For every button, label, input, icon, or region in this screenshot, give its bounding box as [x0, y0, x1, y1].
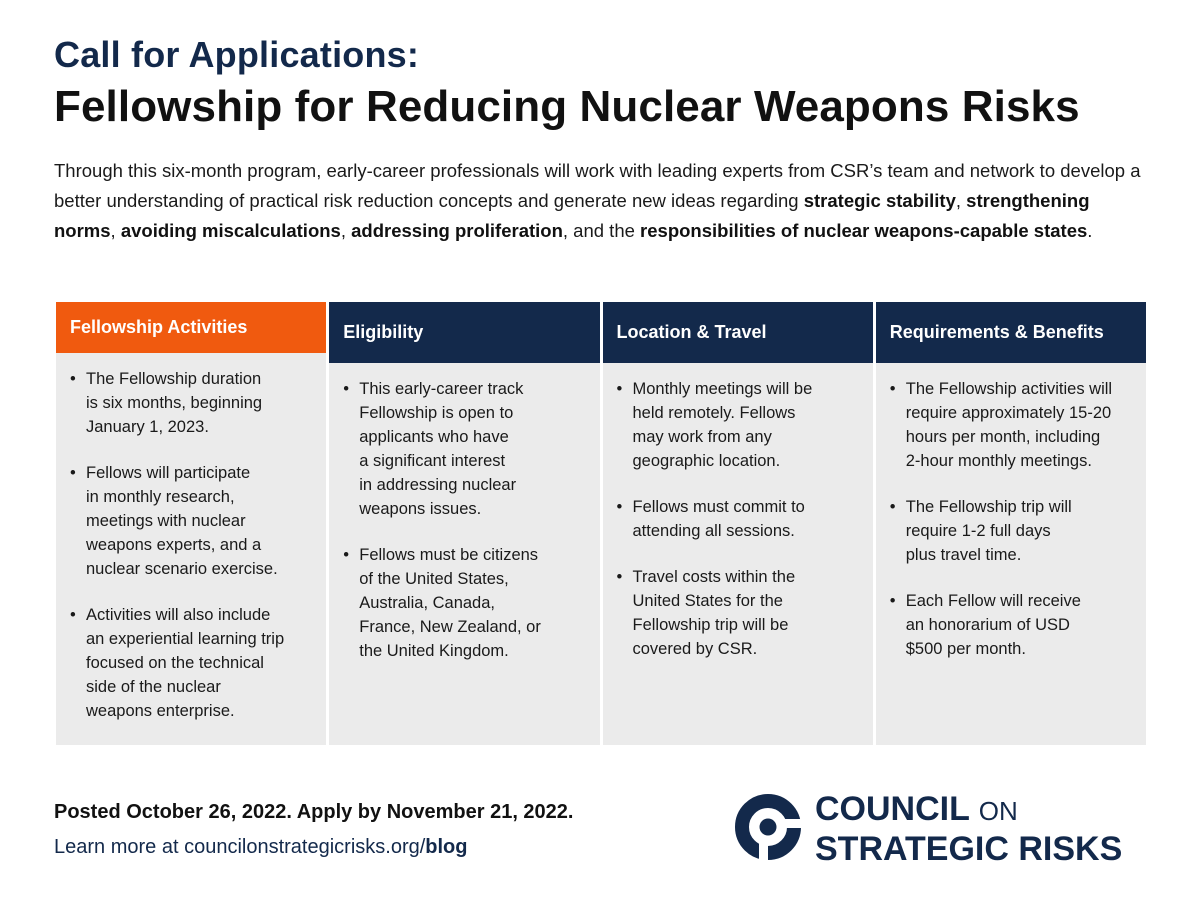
intro-bold-strategic-stability: strategic stability [803, 190, 956, 211]
list-item-line: Fellowship trip will be [632, 616, 789, 634]
page-title: Fellowship for Reducing Nuclear Weapons Risks [54, 82, 1080, 131]
list-item-line: • Travel costs within the [632, 568, 796, 586]
list-item-line: $500 per month. [905, 640, 1026, 658]
list-item-line: weapons enterprise. [86, 702, 235, 720]
column-location-travel [603, 302, 873, 745]
intro-sep: , and the [562, 220, 641, 241]
list-item [70, 603, 312, 723]
column-heading: Location & Travel [603, 302, 873, 363]
intro-bold-responsibilities: responsibilities of nuclear weapons-capable states [640, 220, 1088, 241]
list-item-line: require approximately 15-20 [905, 404, 1112, 422]
list-item-line: • This early-career track [359, 380, 524, 398]
column-fellowship-activities [56, 302, 326, 745]
intro-text: Through this six-month program, early-career professionals will work with leading experts from CSR’s team and network to develop a better understanding of practical risk reduction concepts and generate new ideas regarding [54, 160, 1141, 211]
learn-more-url-bold: blog [425, 836, 468, 858]
list-item [617, 495, 859, 543]
column-body [56, 353, 326, 745]
column-body [876, 363, 1146, 683]
info-table [56, 302, 1146, 745]
intro-sep: . [1087, 220, 1093, 241]
posted-dates: Posted October 26, 2022. Apply by November 21, 2022. [54, 801, 574, 823]
list-item-line: 2-hour monthly meetings. [905, 452, 1092, 470]
list-item-line: is six months, beginning [86, 394, 263, 412]
csr-logo [733, 790, 1153, 870]
list-item-line: focused on the technical [86, 654, 264, 672]
list-item-line: require 1-2 full days [905, 522, 1051, 540]
list-item-line: Australia, Canada, [359, 594, 495, 612]
list-item-line: weapons experts, and a [86, 536, 262, 554]
list-item [890, 589, 1132, 661]
list-item-line: in monthly research, [86, 488, 235, 506]
intro-sep: , [340, 220, 352, 241]
list-item [70, 461, 312, 581]
list-item-line: • Fellows must be citizens [359, 546, 539, 564]
list-item [617, 565, 859, 661]
list-item [617, 377, 859, 473]
bullet-list [617, 377, 859, 661]
logo-word-on: ON [978, 796, 1018, 826]
learn-more-url: Learn more at councilonstrategicrisks.org/ [54, 836, 426, 858]
list-item-line: • The Fellowship trip will [905, 498, 1072, 516]
list-item-line: may work from any [632, 428, 772, 446]
bullet-list [343, 377, 585, 663]
list-item-line: applicants who have [359, 428, 509, 446]
column-heading: Eligibility [329, 302, 599, 363]
list-item-line: weapons issues. [359, 500, 482, 518]
list-item-line: in addressing nuclear [359, 476, 517, 494]
csr-logo-mark-icon [733, 792, 803, 862]
list-item-line: hours per month, including [905, 428, 1101, 446]
list-item-line: held remotely. Fellows [632, 404, 796, 422]
intro-sep: , [110, 220, 121, 241]
intro-paragraph [54, 156, 1148, 246]
list-item [890, 495, 1132, 567]
list-item [343, 377, 585, 521]
list-item-line: the United Kingdom. [359, 642, 509, 660]
list-item-line: • Each Fellow will receive [905, 592, 1081, 610]
list-item-line: • The Fellowship activities will [905, 380, 1113, 398]
bullet-list [890, 377, 1132, 661]
list-item-line: Fellowship is open to [359, 404, 514, 422]
list-item-line: • Activities will also include [86, 606, 271, 624]
list-item-line: • The Fellowship duration [86, 370, 262, 388]
column-eligibility [329, 302, 599, 745]
intro-bold-proliferation: addressing proliferation [351, 220, 563, 241]
intro-bold-norms: strengthening norms [54, 190, 1090, 241]
list-item-line: an experiential learning trip [86, 630, 285, 648]
list-item-line: side of the nuclear [86, 678, 221, 696]
learn-more-link[interactable] [54, 836, 468, 859]
intro-sep: , [955, 190, 967, 211]
list-item-line: France, New Zealand, or [359, 618, 541, 636]
column-heading: Fellowship Activities [56, 302, 326, 353]
list-item-line: covered by CSR. [632, 640, 758, 658]
list-item-line: • Monthly meetings will be [632, 380, 813, 398]
list-item-line: attending all sessions. [632, 522, 795, 540]
list-item-line: nuclear scenario exercise. [86, 560, 278, 578]
csr-logo-wordmark [815, 790, 1122, 868]
column-heading: Requirements & Benefits [876, 302, 1146, 363]
column-requirements-benefits [876, 302, 1146, 745]
list-item-line: a significant interest [359, 452, 506, 470]
column-body [603, 363, 873, 683]
list-item-line: geographic location. [632, 452, 781, 470]
list-item [343, 543, 585, 663]
logo-word-council: COUNCIL [815, 790, 970, 828]
list-item-line: plus travel time. [905, 546, 1022, 564]
intro-bold-miscalculations: avoiding miscalculations [120, 220, 341, 241]
list-item [890, 377, 1132, 473]
list-item-line: an honorarium of USD [905, 616, 1070, 634]
bullet-list [70, 367, 312, 723]
list-item-line: United States for the [632, 592, 783, 610]
list-item-line: • Fellows must commit to [632, 498, 805, 516]
list-item-line: January 1, 2023. [86, 418, 209, 436]
list-item [70, 367, 312, 439]
list-item-line: meetings with nuclear [86, 512, 246, 530]
kicker-title: Call for Applications: [54, 34, 420, 75]
list-item-line: of the United States, [359, 570, 509, 588]
logo-word-strategic-risks: STRATEGIC RISKS [815, 830, 1123, 868]
list-item-line: • Fellows will participate [86, 464, 251, 482]
column-body [329, 363, 599, 685]
